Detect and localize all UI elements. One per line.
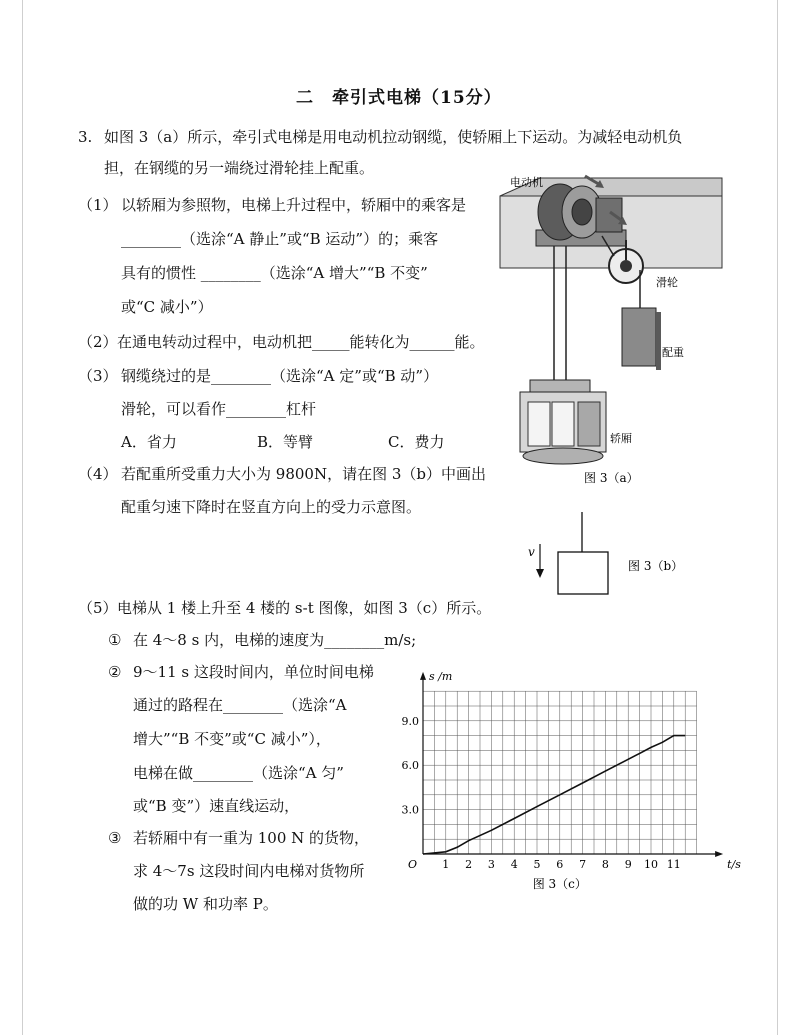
- q4-number: （4）: [78, 465, 118, 483]
- motor-block: [596, 198, 622, 232]
- q3-option-c: C．费力: [388, 433, 445, 451]
- x-axis-arrow: [715, 851, 723, 857]
- x-axis-label: t/s: [727, 858, 741, 871]
- q5-sub3-mark: ③: [108, 829, 122, 847]
- q5-sub3-line-3: 做的功 W 和功率 P。: [133, 895, 278, 913]
- counterweight-side: [656, 312, 661, 370]
- car-door-right: [552, 402, 574, 446]
- x-tick-label: 11: [666, 858, 681, 871]
- q2-number: （2）: [78, 333, 118, 351]
- x-tick-label: 7: [579, 858, 587, 871]
- q5-sub3-line-2: 求 4～7s 这段时间内电梯对货物所: [133, 862, 365, 880]
- x-tick-label: 2: [465, 858, 473, 871]
- q5-text: 电梯从 1 楼上升至 4 楼的 s-t 图像，如图 3（c）所示。: [117, 599, 492, 617]
- q1-line-1: 以轿厢为参照物，电梯上升过程中，轿厢中的乘客是: [121, 196, 467, 214]
- x-tick-label: 1: [442, 858, 450, 871]
- y-axis-arrow: [420, 672, 426, 680]
- car-bottom: [523, 448, 603, 464]
- pulley-hub: [620, 260, 632, 272]
- counterweight-block: [622, 308, 656, 366]
- q5-sub2-line-5: 或“B 变”）速直线运动，: [133, 797, 300, 815]
- y-axis-label: s /m: [429, 669, 453, 683]
- q5-sub1-text: 在 4～8 s 内，电梯的速度为________m/s;: [133, 631, 417, 649]
- label-motor: 电动机: [510, 176, 543, 189]
- q3-option-b: B．等臂: [257, 433, 314, 451]
- label-counterweight: 配重: [662, 346, 684, 359]
- q5-sub2-line-1: 9～11 s 这段时间内，单位时间电梯: [133, 663, 374, 681]
- q3-line-2: 滑轮，可以看作________杠杆: [121, 400, 317, 418]
- x-tick-label: 4: [510, 858, 518, 871]
- q5-sub2-line-3: 增大”“B 不变”或“C 减小”），: [133, 730, 331, 748]
- problem-number: 3.: [78, 128, 93, 146]
- x-tick-label: 9: [624, 858, 632, 871]
- y-tick-label: 6.0: [401, 759, 419, 773]
- scan-edge-right: [777, 0, 778, 1035]
- section-title: 二 牵引式电梯（15分）: [296, 88, 502, 108]
- figure-3a-elevator: [490, 170, 730, 485]
- x-tick-label: 10: [644, 858, 658, 871]
- q3-line-1: 钢缆绕过的是________（选涂“A 定”或“B 动”）: [121, 367, 439, 385]
- counterweight-box: [558, 552, 608, 594]
- q5-number: （5）: [78, 599, 118, 617]
- x-tick-label: 3: [487, 858, 495, 871]
- q5-sub2-line-2: 通过的路程在________（选涂“A: [133, 696, 347, 714]
- q3-option-a: A．省力: [121, 433, 177, 451]
- q1-number: （1）: [78, 196, 118, 214]
- intro-line-2: 担，在钢缆的另一端绕过滑轮挂上配重。: [104, 159, 375, 177]
- y-tick-label: 3.0: [401, 803, 419, 817]
- figure-3b: [510, 508, 710, 603]
- figure-3b-caption: 图 3（b）: [628, 559, 684, 573]
- q2-text: 在通电转动过程中，电动机把_____能转化为______能。: [117, 333, 485, 351]
- x-tick-label: 5: [533, 858, 541, 871]
- car-side-panel: [578, 402, 600, 446]
- q4-line-2: 配重匀速下降时在竖直方向上的受力示意图。: [121, 498, 422, 516]
- q5-sub2-mark: ②: [108, 663, 122, 681]
- car-door-left: [528, 402, 550, 446]
- q3-number: （3）: [78, 367, 118, 385]
- x-tick-label: 6: [556, 858, 564, 871]
- q1-line-4: 或“C 减小”）: [121, 298, 213, 316]
- x-tick-label: 8: [601, 858, 609, 871]
- q5-sub2-line-4: 电梯在做________（选涂“A 匀”: [133, 764, 344, 782]
- y-tick-label: 9.0: [401, 714, 419, 728]
- scan-edge-left: [22, 0, 23, 1035]
- velocity-label: v: [528, 545, 535, 559]
- q4-line-1: 若配重所受重力大小为 9800N，请在图 3（b）中画出: [121, 465, 486, 483]
- intro-line-1: 如图 3（a）所示，牵引式电梯是用电动机拉动钢缆，使轿厢上下运动。为减轻电动机负: [104, 128, 683, 146]
- q1-line-2: ________（选涂“A 静止”或“B 运动”）的；乘客: [121, 230, 439, 248]
- q1-line-3: 具有的惯性 ________（选涂“A 增大”“B 不变”: [121, 264, 428, 282]
- figure-3a-caption: 图 3（a）: [584, 471, 639, 485]
- velocity-arrowhead: [536, 569, 544, 578]
- q5-sub3-line-1: 若轿厢中有一重为 100 N 的货物，: [133, 829, 370, 847]
- motor-drum-face: [572, 199, 592, 225]
- figure-3c-caption: 图 3（c）: [532, 877, 587, 891]
- q5-sub1-mark: ①: [108, 631, 122, 649]
- origin-label: O: [407, 858, 417, 871]
- figure-3c-st-chart: [401, 669, 741, 902]
- label-car: 轿厢: [610, 432, 632, 445]
- label-pulley: 滑轮: [656, 276, 678, 289]
